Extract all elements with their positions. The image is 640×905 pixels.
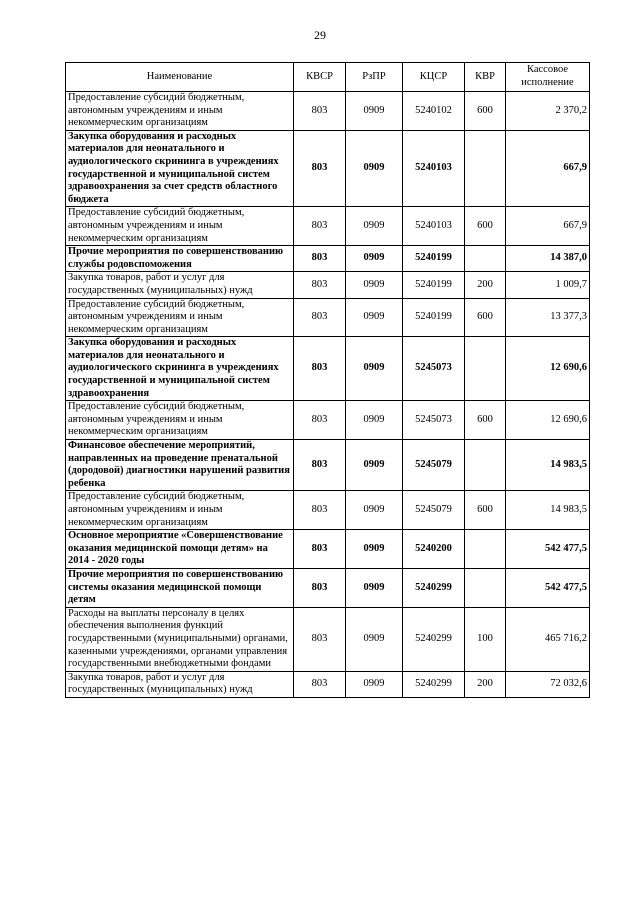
table-header-row — [66, 63, 590, 92]
table-row — [66, 530, 590, 569]
row-kvr: 100 — [465, 607, 506, 671]
row-kcsr: 5240299 — [403, 568, 465, 607]
row-kcsr: 5245079 — [403, 491, 465, 530]
row-name: Прочие мероприятия по совершенствованию системы оказания медицинской помощи детям — [66, 568, 294, 607]
row-kcsr: 5240299 — [403, 671, 465, 697]
row-kcsr: 5240200 — [403, 530, 465, 569]
row-rzpr: 0909 — [346, 671, 403, 697]
row-kvsr: 803 — [294, 671, 346, 697]
table-body — [66, 92, 590, 698]
row-name: Основное мероприятие «Совершенствование оказания медицинской помощи детям» на 2014 - 2020 годы — [66, 530, 294, 569]
row-name: Закупка оборудования и расходных материалов для неонатального и аудиологического скрининга в учреждениях государственной и муниципальной систем здравоохранения — [66, 337, 294, 401]
table-row — [66, 568, 590, 607]
row-kcsr: 5240103 — [403, 130, 465, 207]
row-kcsr: 5240199 — [403, 298, 465, 337]
header-kcsr: КЦСР — [403, 63, 465, 92]
row-rzpr: 0909 — [346, 568, 403, 607]
row-kcsr: 5245073 — [403, 401, 465, 440]
row-name: Закупка товаров, работ и услуг для государственных (муниципальных) нужд — [66, 671, 294, 697]
header-kvsr: КВСР — [294, 63, 346, 92]
row-kvsr: 803 — [294, 246, 346, 272]
row-rzpr: 0909 — [346, 491, 403, 530]
row-kvr: 200 — [465, 272, 506, 298]
row-name: Расходы на выплаты персоналу в целях обеспечения выполнения функций государственными (муниципальными) органами, казенными учреждениями, органами управления государственными внебюджетными фондами — [66, 607, 294, 671]
row-kvr — [465, 568, 506, 607]
row-kvsr: 803 — [294, 92, 346, 131]
row-kvsr: 803 — [294, 530, 346, 569]
row-amount: 1 009,7 — [506, 272, 590, 298]
row-kvsr: 803 — [294, 607, 346, 671]
row-amount: 667,9 — [506, 207, 590, 246]
row-kcsr: 5245073 — [403, 337, 465, 401]
table-row — [66, 440, 590, 491]
row-amount: 14 387,0 — [506, 246, 590, 272]
header-amount: Кассовое исполнение — [506, 63, 590, 92]
row-rzpr: 0909 — [346, 530, 403, 569]
row-rzpr: 0909 — [346, 130, 403, 207]
row-amount: 14 983,5 — [506, 491, 590, 530]
header-rzpr: РзПР — [346, 63, 403, 92]
row-amount: 2 370,2 — [506, 92, 590, 131]
row-kvr: 200 — [465, 671, 506, 697]
row-kvr — [465, 130, 506, 207]
row-kvsr: 803 — [294, 130, 346, 207]
row-kvr: 600 — [465, 491, 506, 530]
row-kvsr: 803 — [294, 207, 346, 246]
row-kcsr: 5240102 — [403, 92, 465, 131]
row-name: Прочие мероприятия по совершенствованию службы родовспоможения — [66, 246, 294, 272]
table-row — [66, 246, 590, 272]
row-name: Финансовое обеспечение мероприятий, направленных на проведение пренатальной (дородовой) диагностики нарушений развития ребенка — [66, 440, 294, 491]
page-number: 29 — [314, 28, 326, 42]
row-kvr — [465, 246, 506, 272]
row-kvr — [465, 530, 506, 569]
row-kcsr: 5240299 — [403, 607, 465, 671]
row-kvr: 600 — [465, 298, 506, 337]
row-kvsr: 803 — [294, 491, 346, 530]
budget-table — [65, 62, 590, 698]
row-kvr: 600 — [465, 207, 506, 246]
row-name: Предоставление субсидий бюджетным, автономным учреждениям и иным некоммерческим организациям — [66, 298, 294, 337]
row-amount: 12 690,6 — [506, 401, 590, 440]
row-rzpr: 0909 — [346, 246, 403, 272]
row-kcsr: 5245079 — [403, 440, 465, 491]
row-kvsr: 803 — [294, 440, 346, 491]
row-amount: 542 477,5 — [506, 530, 590, 569]
row-name: Предоставление субсидий бюджетным, автономным учреждениям и иным некоммерческим организациям — [66, 491, 294, 530]
row-kvsr: 803 — [294, 568, 346, 607]
row-kvsr: 803 — [294, 401, 346, 440]
table-row — [66, 607, 590, 671]
row-kcsr: 5240199 — [403, 246, 465, 272]
row-kcsr: 5240199 — [403, 272, 465, 298]
table-row — [66, 298, 590, 337]
row-rzpr: 0909 — [346, 92, 403, 131]
row-rzpr: 0909 — [346, 337, 403, 401]
row-kvr: 600 — [465, 401, 506, 440]
row-amount: 667,9 — [506, 130, 590, 207]
table-row — [66, 401, 590, 440]
row-kvsr: 803 — [294, 272, 346, 298]
row-name: Предоставление субсидий бюджетным, автономным учреждениям и иным некоммерческим организациям — [66, 92, 294, 131]
row-kvr: 600 — [465, 92, 506, 131]
row-rzpr: 0909 — [346, 207, 403, 246]
row-rzpr: 0909 — [346, 298, 403, 337]
row-amount: 542 477,5 — [506, 568, 590, 607]
row-amount: 72 032,6 — [506, 671, 590, 697]
table-row — [66, 272, 590, 298]
row-name: Предоставление субсидий бюджетным, автономным учреждениям и иным некоммерческим организациям — [66, 401, 294, 440]
header-kvr: КВР — [465, 63, 506, 92]
row-amount: 13 377,3 — [506, 298, 590, 337]
row-kvr — [465, 440, 506, 491]
row-kcsr: 5240103 — [403, 207, 465, 246]
row-name: Предоставление субсидий бюджетным, автономным учреждениям и иным некоммерческим организациям — [66, 207, 294, 246]
row-rzpr: 0909 — [346, 440, 403, 491]
row-kvsr: 803 — [294, 298, 346, 337]
header-name: Наименование — [66, 63, 294, 92]
row-kvsr: 803 — [294, 337, 346, 401]
table-row — [66, 130, 590, 207]
table-row — [66, 671, 590, 697]
row-amount: 12 690,6 — [506, 337, 590, 401]
row-amount: 465 716,2 — [506, 607, 590, 671]
table-row — [66, 337, 590, 401]
table-row — [66, 92, 590, 131]
row-rzpr: 0909 — [346, 607, 403, 671]
row-kvr — [465, 337, 506, 401]
row-name: Закупка товаров, работ и услуг для государственных (муниципальных) нужд — [66, 272, 294, 298]
row-amount: 14 983,5 — [506, 440, 590, 491]
table-row — [66, 491, 590, 530]
row-name: Закупка оборудования и расходных материалов для неонатального и аудиологического скрининга в учреждениях государственной и муниципальной систем здравоохранения за счет средств областного бюджета — [66, 130, 294, 207]
table-row — [66, 207, 590, 246]
row-rzpr: 0909 — [346, 272, 403, 298]
row-rzpr: 0909 — [346, 401, 403, 440]
